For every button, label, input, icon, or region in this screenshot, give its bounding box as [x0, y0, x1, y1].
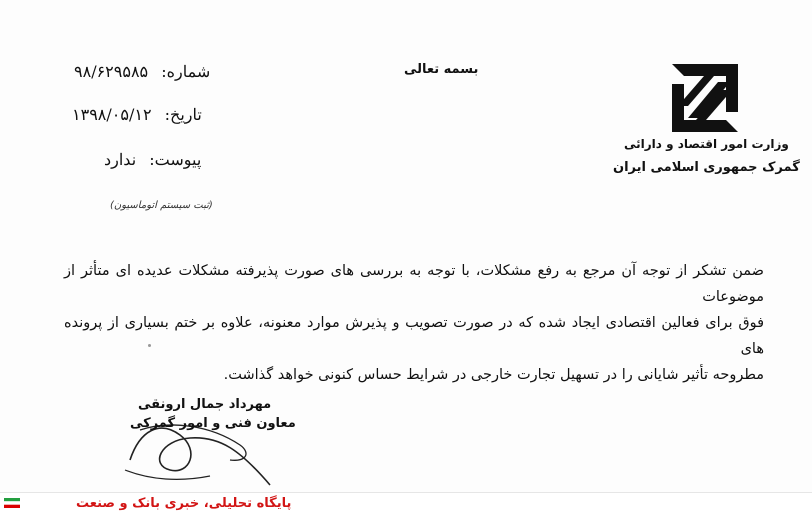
letter-date-value: ۱۳۹۸/۰۵/۱۲ [72, 105, 152, 124]
body-line: فوق برای فعالین اقتصادی ایجاد شده که در صورت تصویب و پذیرش موارد معنونه، علاوه بر ختم بسیاری از پرونده های [64, 315, 764, 357]
letter-date-label: تاریخ: [164, 105, 202, 124]
letter-number-label: شماره: [161, 62, 211, 81]
body-line: ضمن تشکر از توجه آن مرجع به رفع مشکلات، با توجه به بررسی های صورت پذیرفته مشکلات عدیده ای متأثر از موضوعات [64, 263, 764, 305]
letter-attachment [104, 150, 201, 169]
customs-name: گمرک جمهوری اسلامی ایران [613, 160, 800, 175]
letter-attachment-value: ندارد [104, 150, 137, 169]
bismillah-heading: بسمه تعالی [404, 62, 479, 77]
flag-icon [4, 498, 20, 508]
body-line: مطروحه تأثیر شایانی را در تسهیل تجارت خارجی در شرایط حساس کنونی خواهد گذاشت. [223, 367, 764, 383]
letter-date [72, 105, 202, 124]
letter-number-value: ۹۸/۶۲۹۵۸۵ [74, 62, 149, 81]
stray-mark [148, 344, 151, 347]
ministry-name: وزارت امور اقتصاد و دارائی [624, 137, 789, 151]
signer-title: معاون فنی و امور گمرکی [130, 416, 296, 431]
footer-source-link[interactable]: پایگاه تحلیلی، خبری بانک و صنعت [76, 496, 292, 511]
letter-body [64, 258, 764, 388]
customs-logo-icon [664, 60, 746, 136]
letter-attachment-label: پیوست: [149, 150, 202, 169]
signer-name: مهرداد جمال ارونقی [138, 397, 272, 412]
letter-number [74, 62, 210, 81]
registry-note: (ثبت سیستم اتوماسیون) [110, 200, 213, 211]
